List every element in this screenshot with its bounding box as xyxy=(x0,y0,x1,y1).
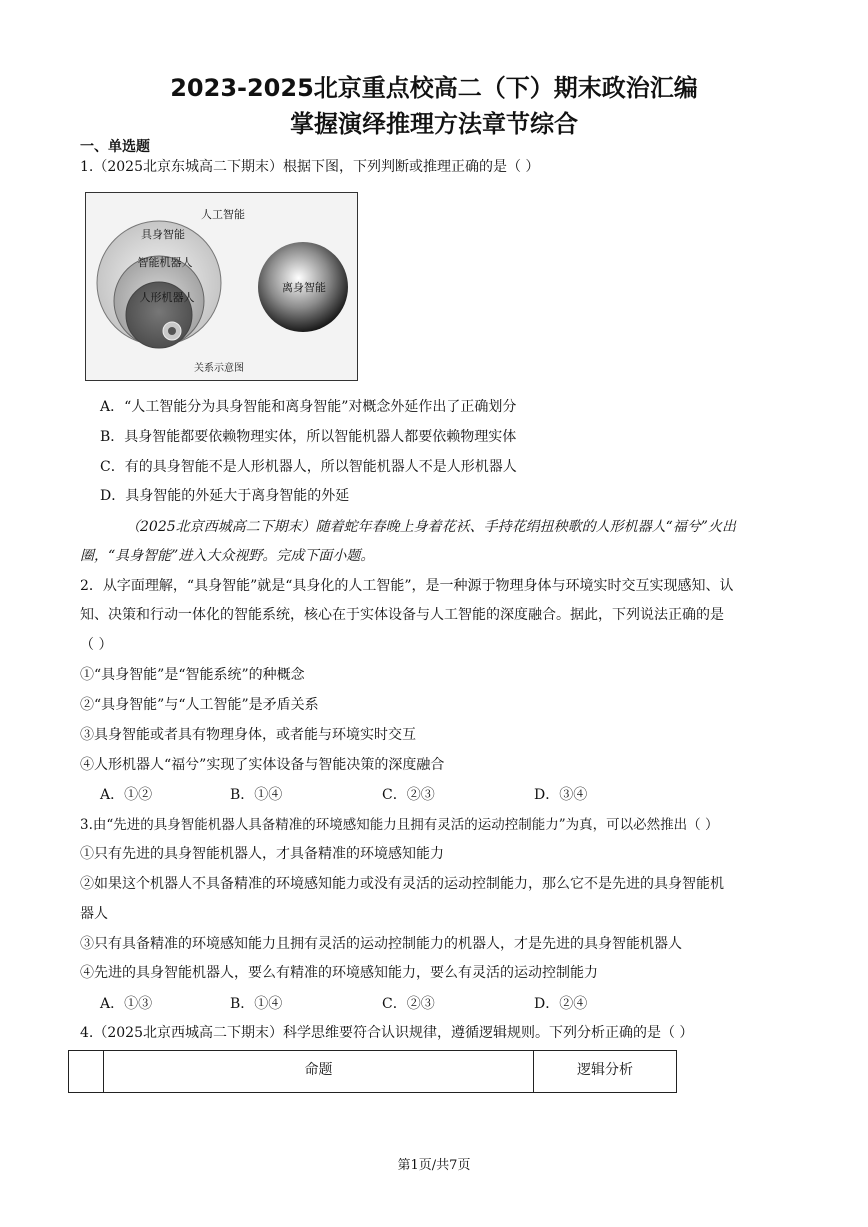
label-ai: 人工智能 xyxy=(201,208,245,221)
q3-stem: 3.由“先进的具身智能机器人具备精准的环境感知能力且拥有灵活的运动控制能力”为真，可以必然推出（ ） xyxy=(80,817,719,833)
relation-diagram xyxy=(85,192,358,381)
q2-stem-line2: 知、决策和行动一体化的智能系统，核心在于实体设备与人工智能的深度融合。据此，下列说法正确的是 xyxy=(80,607,724,623)
label-robot: 智能机器人 xyxy=(137,256,193,269)
table-header-index xyxy=(69,1051,104,1093)
material-intro-line2: 圈，“具身智能”进入大众视野。完成下面小题。 xyxy=(80,548,375,564)
q2-option-a: A．①② xyxy=(100,787,153,803)
q3-item-3: ③只有具备精准的环境感知能力且拥有灵活的运动控制能力的机器人，才是先进的具身智能机器人 xyxy=(80,936,682,952)
page-number: 第1页/共7页 xyxy=(397,1158,471,1173)
q1-option-d: D．具身智能的外延大于离身智能的外延 xyxy=(100,488,350,504)
section-heading: 一、单选题 xyxy=(80,139,150,155)
q2-item-3: ③具身智能或者具有物理身体，或者能与环境实时交互 xyxy=(80,727,416,743)
relation-diagram-svg xyxy=(86,193,357,380)
q2-option-d: D．③④ xyxy=(534,787,588,803)
q3-item-2: ②如果这个机器人不具备精准的环境感知能力或没有灵活的运动控制能力，那么它不是先进的具身智能机 xyxy=(80,876,724,892)
q3-item-4: ④先进的具身智能机器人，要么有精准的环境感知能力，要么有灵活的运动控制能力 xyxy=(80,965,598,981)
q3-option-c: C．②③ xyxy=(382,996,435,1012)
page-title-line1: 2023-2025北京重点校高二（下）期末政治汇编 xyxy=(170,74,698,102)
q4-table xyxy=(68,1050,677,1093)
q2-item-1: ①“具身智能”是“智能系统”的种概念 xyxy=(80,667,305,683)
label-humanoid: 人形机器人 xyxy=(139,291,195,304)
q3-option-d: D．②④ xyxy=(534,996,588,1012)
material-intro-line1: （2025北京西城高二下期末）随着蛇年春晚上身着花袄、手持花绢扭秧歌的人形机器人“福兮”火出 xyxy=(126,519,736,535)
q1-option-c: C．有的具身智能不是人形机器人，所以智能机器人不是人形机器人 xyxy=(100,459,517,475)
q2-option-b: B．①④ xyxy=(230,787,283,803)
q2-item-4: ④人形机器人“福兮”实现了实体设备与智能决策的深度融合 xyxy=(80,757,445,773)
q1-stem: 1.（2025北京东城高二下期末）根据下图，下列判断或推理正确的是（ ） xyxy=(80,159,540,175)
q2-stem-line1: 2．从字面理解，“具身智能”就是“具身化的人工智能”，是一种源于物理身体与环境实时交互实现感知、认 xyxy=(80,578,734,594)
q1-option-a: A．“人工智能分为具身智能和离身智能”对概念外延作出了正确划分 xyxy=(100,399,517,415)
table-header-proposition: 命题 xyxy=(104,1051,534,1093)
q2-option-c: C．②③ xyxy=(382,787,435,803)
label-embodied: 具身智能 xyxy=(141,228,185,241)
label-disembodied: 离身智能 xyxy=(282,281,326,294)
figure-caption: 关系示意图 xyxy=(194,363,244,374)
page-title-line2: 掌握演绎推理方法章节综合 xyxy=(290,110,578,138)
q4-stem: 4.（2025北京西城高二下期末）科学思维要符合认识规律，遵循逻辑规则。下列分析正确的是（ ） xyxy=(80,1025,694,1041)
q3-option-a: A．①③ xyxy=(100,996,153,1012)
q3-option-b: B．①④ xyxy=(230,996,283,1012)
q3-item-2-cont: 器人 xyxy=(80,906,108,922)
robot-eye-icon xyxy=(168,327,176,335)
table-header-analysis: 逻辑分析 xyxy=(534,1051,677,1093)
q1-option-b: B．具身智能都要依赖物理实体，所以智能机器人都要依赖物理实体 xyxy=(100,429,517,445)
q2-item-2: ②“具身智能”与“人工智能”是矛盾关系 xyxy=(80,697,319,713)
table-header-row xyxy=(69,1051,677,1093)
q3-item-1: ①只有先进的具身智能机器人，才具备精准的环境感知能力 xyxy=(80,846,444,862)
q2-stem-line3: （ ） xyxy=(80,637,113,653)
